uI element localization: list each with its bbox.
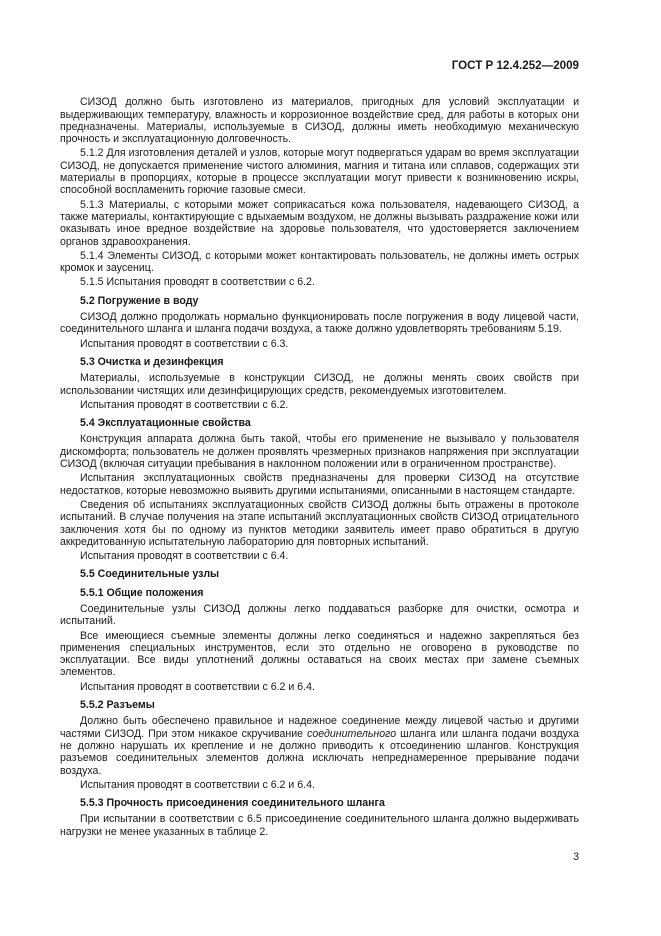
body-paragraph: Все имеющиеся съемные элементы должны легко соединяться и надежно закрепляться без применения специальных инструментов, если это отдельно не оговорено в руководстве по эксплуатации. Все виды уплотнений должны оставаться на своих местах при замене съемных элементов. [60,629,579,679]
section-heading: 5.4 Эксплуатационные свойства [80,417,251,430]
paragraph-text: Должно быть обеспечено правильное и надежное соединение между лицевой частью и другими частями СИЗОД. При этом никакое скручивание [60,715,579,740]
section-heading: 5.5.2 Разъемы [80,699,155,712]
body-paragraph: Сведения об испытаниях эксплуатационных свойств СИЗОД должны быть отражены в протоколе испытаний. В случае получения на этапе испытаний эксплуатационных свойств СИЗОД отрицательного заключения хотя бы по одному из пунктов методики заявитель имеет право обратиться в другую аккредитованную испытательную лабораторию для повторных испытаний. [60,498,579,548]
document-body [60,96,579,838]
body-paragraph: Испытания проводят в соответствии с 6.4. [80,550,289,563]
body-paragraph: 5.1.3 Материалы, с которыми может соприкасаться кожа пользователя, надевающего СИЗОД, а также материалы, контактирующие с вдыхаемым воздухом, не должны вызывать раздражение кожи или оказывать иное вредное воздействие на здоровье пользователя, что удостоверяется заключением органов здравоохранения. [60,198,579,248]
body-paragraph: СИЗОД должно быть изготовлено из материалов, пригодных для условий эксплуатации и выдерживающих температуру, влажность и коррозионное воздействие сред, для работы в которых они предназначены. Материалы, используемые в СИЗОД, должны иметь необходимую механическую прочность и эксплуатационную долговечность. [60,96,579,146]
body-paragraph: Испытания проводят в соответствии с 6.2 и 6.4. [80,680,315,693]
body-paragraph: 5.1.5 Испытания проводят в соответствии с 6.2. [80,276,315,289]
body-paragraph: Испытания проводят в соответствии с 6.2 и 6.4. [80,778,315,791]
page-number: 3 [573,851,579,863]
body-paragraph: Соединительные узлы СИЗОД должны легко поддаваться разборке для очистки, осмотра и испытаний. [60,602,579,628]
body-paragraph: 5.1.4 Элементы СИЗОД, с которыми может контактировать пользователь, не должны иметь острых кромок и заусениц. [60,249,579,275]
body-paragraph: При испытании в соответствии с 6.5 присоединение соединительного шланга должно выдерживать нагрузки не менее указанных в таблице 2. [60,813,579,838]
section-heading: 5.5.1 Общие положения [80,586,204,599]
body-paragraph: Испытания проводят в соответствии с 6.2. [80,398,289,411]
emphasis-text: соединительного [307,727,397,740]
paragraph-text: шланга или шланга подачи воздуха не должно нарушать их крепление и не должно приводить к отсоединению шлангов. Конструкция разъемов соединительных элементов должна исключать непреднамеренное прерывание подачи воздуха. [60,727,580,777]
body-paragraph: Конструкция аппарата должна быть такой, чтобы его применение не вызывало у пользователя дискомфорта; пользователь не должен проявлять чрезмерных признаков напряжения при эксплуатации СИЗОД (включая ситуации пребывания в наклонном положении или в ограниченном пространстве). [60,433,579,471]
body-paragraph: Испытания проводят в соответствии с 6.3. [80,337,289,350]
body-paragraph [60,715,579,776]
section-heading: 5.2 Погружение в воду [80,294,199,307]
body-paragraph: СИЗОД должно продолжать нормально функционировать после погружения в воду лицевой части, соединительного шланга и шланга подачи воздуха, а также должно удовлетворять требованиям 5.19. [60,311,579,336]
section-heading: 5.5 Соединительные узлы [80,568,220,581]
body-paragraph: Материалы, используемые в конструкции СИЗОД, не должны менять своих свойств при использовании чистящих или дезинфицирующих средств, рекомендуемых изготовителем. [60,372,579,397]
section-heading: 5.3 Очистка и дезинфекция [80,355,224,368]
standard-header: ГОСТ Р 12.4.252—2009 [451,59,579,72]
section-heading: 5.5.3 Прочность присоединения соединительного шланга [80,797,385,810]
body-paragraph: 5.1.2 Для изготовления деталей и узлов, которые могут подвергаться ударам во время эксплуатации СИЗОД, не допускается применение чистого алюминия, магния и титана или сплавов, содержащих эти материалы в пропорциях, которые в процессе эксплуатации могут привести к возникновению искры, способной воспламенить горючие газовые смеси. [60,147,579,197]
body-paragraph: Испытания эксплуатационных свойств предназначены для проверки СИЗОД на отсутствие недостатков, которые невозможно выявить другими испытаниями, описанными в настоящем стандарте. [60,472,579,497]
